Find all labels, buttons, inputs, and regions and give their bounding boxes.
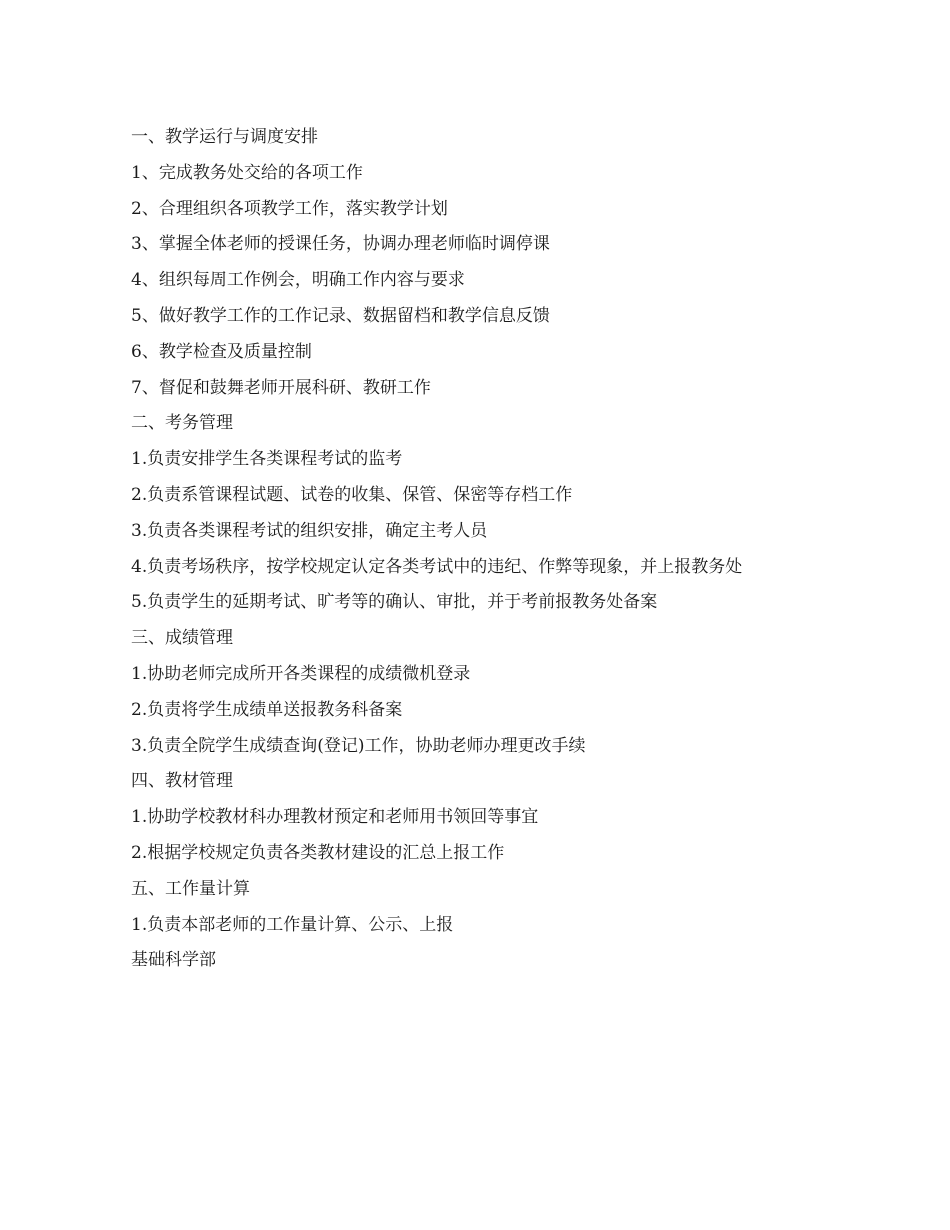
list-item: 5、做好教学工作的工作记录、数据留档和教学信息反馈 <box>131 305 550 326</box>
list-item: 2.根据学校规定负责各类教材建设的汇总上报工作 <box>131 842 505 863</box>
section-heading-workload: 五、工作量计算 <box>131 878 250 899</box>
list-item: 2、合理组织各项教学工作，落实教学计划 <box>131 198 448 219</box>
document-body <box>131 120 891 979</box>
list-item: 3.负责全院学生成绩查询(登记)工作，协助老师办理更改手续 <box>131 735 586 756</box>
list-item: 1.协助学校教材科办理教材预定和老师用书领回等事宜 <box>131 807 539 828</box>
list-item: 1.负责本部老师的工作量计算、公示、上报 <box>131 914 454 935</box>
list-item: 3.负责各类课程考试的组织安排，确定主考人员 <box>131 520 488 541</box>
list-item: 2.负责将学生成绩单送报教务科备案 <box>131 699 403 720</box>
list-item: 5.负责学生的延期考试、旷考等的确认、审批，并于考前报教务处备案 <box>131 592 658 613</box>
list-item: 4.负责考场秩序，按学校规定认定各类考试中的违纪、作弊等现象，并上报教务处 <box>131 556 743 577</box>
list-item: 4、组织每周工作例会，明确工作内容与要求 <box>131 270 465 291</box>
list-item: 2.负责系管课程试题、试卷的收集、保管、保密等存档工作 <box>131 484 573 505</box>
department-signature: 基础科学部 <box>131 950 216 971</box>
list-item: 7、督促和鼓舞老师开展科研、教研工作 <box>131 377 431 398</box>
list-item: 1.协助老师完成所开各类课程的成绩微机登录 <box>131 663 471 684</box>
section-heading-teaching-operations: 一、教学运行与调度安排 <box>131 127 318 147</box>
list-item: 1.负责安排学生各类课程考试的监考 <box>131 449 403 470</box>
list-item: 1、完成教务处交给的各项工作 <box>131 162 363 183</box>
section-heading-textbooks: 四、教材管理 <box>131 771 233 792</box>
section-heading-grades: 三、成绩管理 <box>131 628 233 649</box>
list-item: 3、掌握全体老师的授课任务，协调办理老师临时调停课 <box>131 234 550 255</box>
section-heading-exam-affairs: 二、考务管理 <box>131 413 233 434</box>
list-item: 6、教学检查及质量控制 <box>131 341 312 362</box>
